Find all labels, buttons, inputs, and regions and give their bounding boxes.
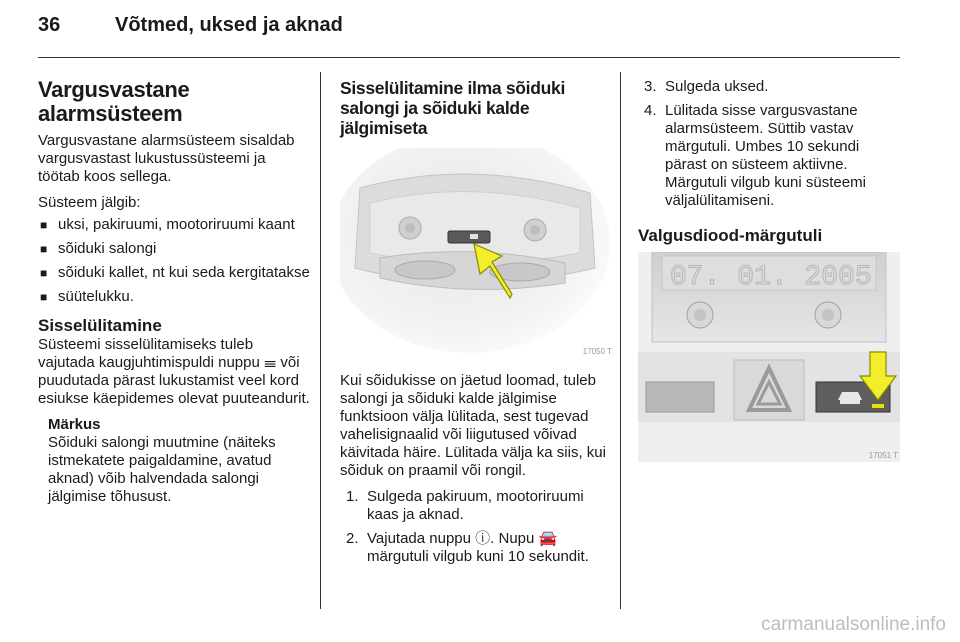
note-title: Märkus	[48, 416, 101, 433]
step-text: Sulgeda pakiruum, mootoriruumi kaas ja aknad.	[367, 488, 584, 523]
list-item	[340, 530, 612, 566]
column-1	[38, 78, 310, 506]
step-text: Sulgeda uksed.	[665, 78, 769, 95]
watermark: carmanualsonline.info	[761, 614, 946, 635]
roof-console-image	[340, 148, 612, 358]
note-text: Sõiduki salongi muutmine (näiteks istmekatete paigaldamine, avatud aknad) võib halvendada salongi jälgimise tõhusust.	[48, 434, 276, 505]
list-item: ■ sõiduki kallet, nt kui seda kergitatakse	[38, 264, 310, 282]
section-heading-activation: Sisselülitamine	[38, 316, 162, 335]
activation-text: Süsteemi sisselülitamiseks tuleb vajutada kaugjuhtimispuldi nuppu 𝍢 või puudutada pärast lukustamist veel kord esiukse käepidemes olevat puuteandurit.	[38, 336, 310, 407]
column-2-body	[340, 372, 612, 572]
step-number: 2.	[346, 530, 359, 547]
image-caption: 17051 T	[868, 451, 898, 460]
note-box	[38, 416, 310, 506]
column-divider-1	[320, 72, 321, 609]
list-item	[638, 78, 900, 96]
step-number: 4.	[644, 102, 657, 119]
header-rule	[38, 57, 900, 58]
page-title: Võtmed, uksed ja aknad	[115, 14, 343, 36]
step-text: Vajutada nuppu ⓘ. Nupu 🚘 märgutuli vilgub kuni 10 sekundit.	[367, 530, 589, 565]
steps-list-1	[340, 488, 612, 566]
image-caption: 17050 T	[582, 347, 612, 356]
monitor-list	[38, 216, 310, 306]
step-number: 1.	[346, 488, 359, 505]
list-item: ■ sõiduki salongi	[38, 240, 310, 258]
display-readout: 07. 01. 2005	[670, 262, 872, 293]
column-2	[340, 78, 612, 138]
center-console-image	[638, 252, 900, 462]
steps-list-2	[638, 78, 900, 210]
step-number: 3.	[644, 78, 657, 95]
section-heading-alarm: Vargusvastane alarmsüsteem	[38, 77, 190, 126]
section-heading-partial-activation: Sisselülitamine ilma sõiduki salongi ja sõiduki kalde jälgimiseta	[340, 78, 566, 138]
column-3	[638, 78, 900, 246]
list-item	[638, 102, 900, 210]
column-divider-2	[620, 72, 621, 609]
page-number: 36	[38, 14, 61, 36]
step-text: Lülitada sisse vargusvastane alarmsüsteem. Süttib vastav märgutuli. Umbes 10 sekundi pärast on süsteem aktiivne. Märgutuli vilgub kuni süsteemi väljalülitamiseni.	[665, 102, 866, 209]
alarm-intro: Vargusvastane alarmsüsteem sisaldab vargusvastast lukustussüsteemi ja töötab koos sellega.	[38, 132, 295, 185]
monitors-label: Süsteem jälgib:	[38, 194, 141, 211]
section-heading-led: Valgusdiood-märgutuli	[638, 226, 823, 245]
interior-switch-illustration	[340, 148, 612, 358]
list-item: ■ uksi, pakiruumi, mootoriruumi kaant	[38, 216, 310, 234]
list-item: ■ süütelukku.	[38, 288, 310, 306]
dashboard-led-illustration	[638, 252, 900, 462]
list-item	[340, 488, 612, 524]
pets-text: Kui sõidukisse on jäetud loomad, tuleb salongi ja sõiduki kalde jälgimise funktsioon välja lülitada, sest tugevad vahelisignaalid või liigutused võivad käivitada häire. Lülitada välja ka siis, kui sõiduk on praamil või rongil.	[340, 372, 606, 479]
